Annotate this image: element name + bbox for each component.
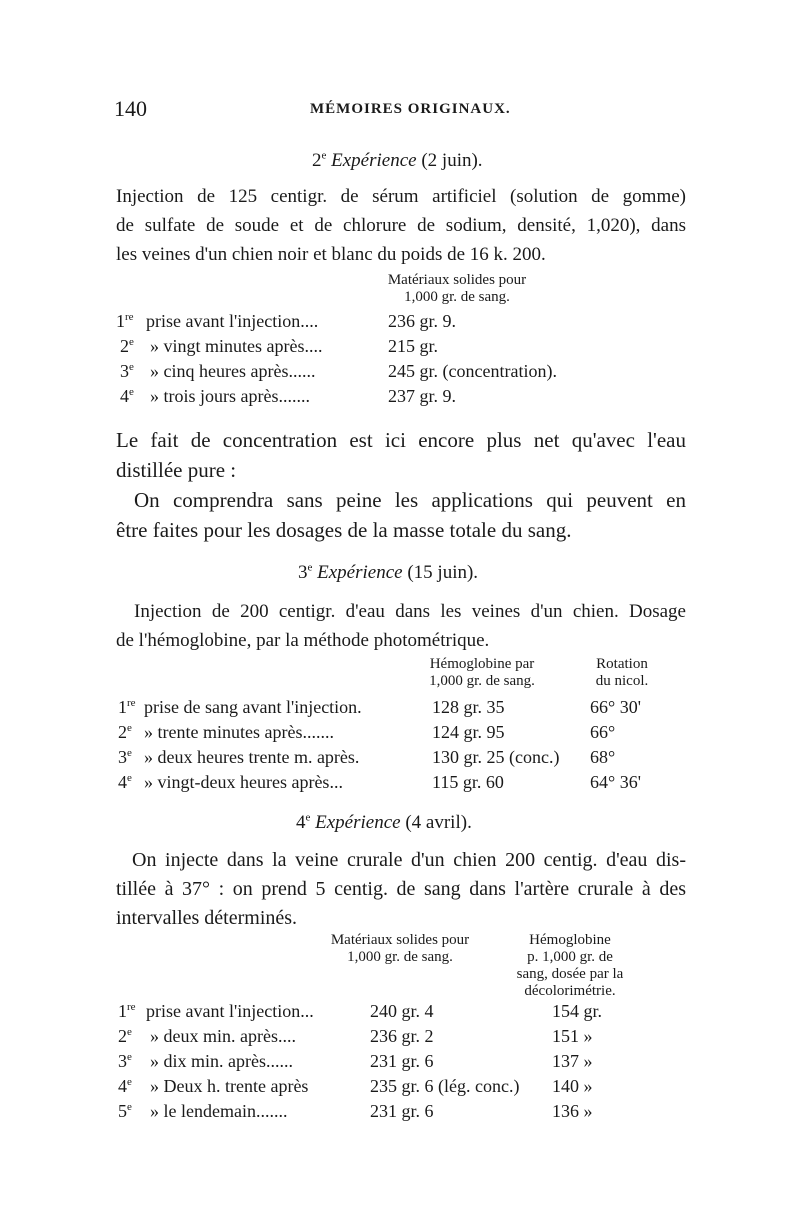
conclusion-line: On comprendra sans peine les applications qui peuvent en xyxy=(134,488,686,512)
exp4-row-hemo: 136 » xyxy=(552,1101,593,1121)
exp3-row-label: » deux heures trente m. après. xyxy=(144,747,360,767)
exp2-row-value: 236 gr. 9. xyxy=(388,311,457,331)
exp4-paragraph-line: intervalles déterminés. xyxy=(116,907,298,929)
exp2-row-value: 237 gr. 9. xyxy=(388,386,457,406)
exp3-col1-header xyxy=(407,656,557,690)
exp4-col2-header-line: Hémoglobine xyxy=(529,932,611,948)
exp4-paragraph xyxy=(116,846,686,933)
exp4-row-hemo: 154 gr. xyxy=(552,1001,603,1021)
exp2-heading xyxy=(312,150,483,172)
exp3-col2-header xyxy=(577,656,667,690)
exp2-row-num: 1re xyxy=(116,311,134,331)
exp4-row-hemo: 140 » xyxy=(552,1076,593,1096)
exp4-row-value: 231 gr. 6 xyxy=(370,1101,434,1121)
exp3-row-num: 1re xyxy=(118,697,136,717)
exp2-paragraph-line: Injection de 125 centigr. de sérum artificiel (solution de gomme) xyxy=(116,186,686,207)
exp3-col1-header-line: 1,000 gr. de sang. xyxy=(429,673,535,689)
exp3-heading-sup: e xyxy=(307,561,313,574)
exp4-heading-num: 4 xyxy=(296,812,306,833)
conclusion-line: Le fait de concentration est ici encore plus net qu'avec l'eau xyxy=(116,428,686,452)
exp2-paragraph-line: de sulfate de soude et de chlorure de sodium, densité, 1,020), dans xyxy=(116,215,686,236)
exp3-row-label: » vingt-deux heures après... xyxy=(144,772,343,792)
exp3-row-num: 4e xyxy=(118,772,132,792)
exp3-row-rotation: 66° xyxy=(590,722,616,742)
exp2-heading-sup: e xyxy=(321,149,327,162)
exp3-heading-num: 3 xyxy=(298,562,308,583)
exp3-row-num: 2e xyxy=(118,722,132,742)
exp4-row-label: » deux min. après.... xyxy=(150,1026,296,1046)
exp2-heading-date: (2 juin). xyxy=(421,150,483,171)
exp3-row-value: 128 gr. 35 xyxy=(432,697,505,717)
exp3-row-rotation: 66° 30' xyxy=(590,697,641,717)
conclusion-paragraph xyxy=(116,425,686,545)
exp3-paragraph-line: Injection de 200 centigr. d'eau dans les veines d'un chien. Dosage xyxy=(134,601,686,622)
exp4-col2-header-line: décolorimétrie. xyxy=(524,983,616,999)
exp4-row-num: 1re xyxy=(118,1001,136,1021)
exp4-row-value: 231 gr. 6 xyxy=(370,1051,434,1071)
exp2-row-label: » cinq heures après...... xyxy=(150,361,316,381)
exp4-heading-sup: e xyxy=(305,811,311,824)
exp4-row-num: 3e xyxy=(118,1051,132,1071)
exp4-col2-header-line: sang, dosée par la xyxy=(516,966,624,982)
exp2-row-label: prise avant l'injection.... xyxy=(146,311,319,331)
exp4-row-value: 236 gr. 2 xyxy=(370,1026,434,1046)
exp2-heading-title: Expérience xyxy=(331,150,417,171)
running-title: MÉMOIRES ORIGINAUX. xyxy=(310,101,511,117)
exp2-row-num: 3e xyxy=(120,361,134,381)
exp4-row-num: 2e xyxy=(118,1026,132,1046)
exp4-heading xyxy=(296,812,472,834)
exp2-row-label: » trois jours après....... xyxy=(150,386,310,406)
exp3-row-num: 3e xyxy=(118,747,132,767)
exp4-row-label: » le lendemain....... xyxy=(150,1101,288,1121)
exp3-paragraph xyxy=(116,597,686,655)
exp3-col2-header-line: du nicol. xyxy=(595,673,649,689)
page-number: 140 xyxy=(114,96,147,121)
exp2-column-header-line: 1,000 gr. de sang. xyxy=(404,289,510,305)
exp4-heading-title: Expérience xyxy=(315,812,401,833)
exp3-col2-header-line: Rotation xyxy=(596,656,648,672)
exp2-heading-num: 2 xyxy=(312,150,322,171)
exp3-row-value: 115 gr. 60 xyxy=(432,772,504,792)
exp4-col2-header-line: p. 1,000 gr. de xyxy=(527,949,613,965)
exp2-column-header-line: Matériaux solides pour xyxy=(387,272,527,288)
exp3-heading xyxy=(298,562,478,584)
exp4-row-label: » dix min. après...... xyxy=(150,1051,293,1071)
exp3-row-rotation: 64° 36' xyxy=(590,772,641,792)
exp4-heading-date: (4 avril). xyxy=(405,812,472,833)
exp3-row-label: prise de sang avant l'injection. xyxy=(144,697,362,717)
exp2-row-label: » vingt minutes après.... xyxy=(150,336,323,356)
exp3-paragraph-line: de l'hémoglobine, par la méthode photométrique. xyxy=(116,630,490,651)
exp4-col1-header-line: 1,000 gr. de sang. xyxy=(347,949,453,965)
exp4-row-num: 5e xyxy=(118,1101,132,1121)
exp2-column-header xyxy=(372,272,542,306)
exp3-heading-date: (15 juin). xyxy=(407,562,479,583)
exp4-row-label: prise avant l'injection... xyxy=(146,1001,314,1021)
exp2-row-value: 245 gr. (concentration). xyxy=(388,361,557,381)
exp4-col1-header xyxy=(310,932,490,966)
exp2-row-value: 215 gr. xyxy=(388,336,439,356)
conclusion-line: distillée pure : xyxy=(116,458,237,482)
exp3-row-rotation: 68° xyxy=(590,747,616,767)
exp2-row-num: 2e xyxy=(120,336,134,356)
exp4-col1-header-line: Matériaux solides pour xyxy=(330,932,470,948)
exp4-row-hemo: 151 » xyxy=(552,1026,593,1046)
exp3-heading-title: Expérience xyxy=(317,562,403,583)
exp4-row-num: 4e xyxy=(118,1076,132,1096)
exp4-paragraph-line: tillée à 37° : on prend 5 centig. de sang dans l'artère crurale à des xyxy=(116,878,686,900)
exp2-paragraph xyxy=(116,182,686,269)
exp3-col1-header-line: Hémoglobine par xyxy=(429,656,535,672)
exp2-paragraph-line: les veines d'un chien noir et blanc du poids de 16 k. 200. xyxy=(116,244,546,265)
exp4-row-hemo: 137 » xyxy=(552,1051,593,1071)
exp3-row-value: 130 gr. 25 (conc.) xyxy=(432,747,560,767)
exp4-paragraph-line: On injecte dans la veine crurale d'un chien 200 centig. d'eau dis- xyxy=(132,849,686,871)
exp3-row-label: » trente minutes après....... xyxy=(144,722,334,742)
exp4-col2-header xyxy=(500,932,640,1000)
exp2-row-num: 4e xyxy=(120,386,134,406)
exp3-row-value: 124 gr. 95 xyxy=(432,722,505,742)
exp4-row-label: » Deux h. trente après xyxy=(150,1076,309,1096)
exp4-row-value: 235 gr. 6 (lég. conc.) xyxy=(370,1076,520,1096)
conclusion-line: être faites pour les dosages de la masse totale du sang. xyxy=(116,518,572,542)
exp4-row-value: 240 gr. 4 xyxy=(370,1001,434,1021)
